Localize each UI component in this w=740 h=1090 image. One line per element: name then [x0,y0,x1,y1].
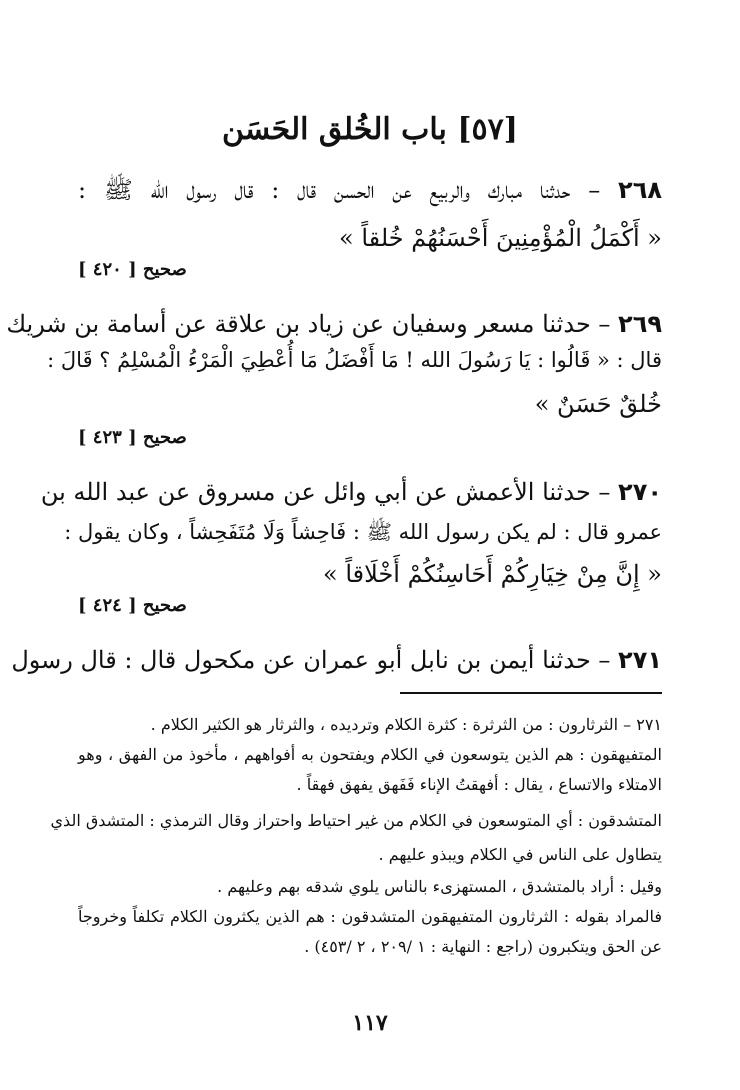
chapter-title: [٥٧] باب الخُلق الحَسَن [222,112,518,147]
hadith-270-line-1 [40,472,662,512]
hadith-number: ٢٦٩ [618,310,662,338]
hadith-269-grade: صحيح [ ٤٢٣ ] [78,427,187,448]
footnote-line: ٢٧١ – الثرثارون : من الثرثرة : كثرة الكلام وترديده ، والثرثار هو الكثير الكلام . [150,715,662,734]
hadith-269-line-2: قال : « قَالُوا : يَا رَسُولَ الله ! مَا أَفْضَلُ مَا أُعْطِيَ الْمَرْءُ الْمُسْلِمُ ؟ قَالَ : [47,348,662,372]
hadith-number: ٢٧٠ [618,478,662,506]
hadith-number: ٢٧١ [618,646,662,674]
hadith-268-line-1 [78,170,662,210]
footnote-divider [400,692,662,694]
hadith-270-grade: صحيح [ ٤٢٤ ] [78,595,187,616]
hadith-text: – حدثنا مسعر وسفيان عن زياد بن علاقة عن أسامة بن شريك [6,310,611,338]
hadith-text: – حدثنا مبارك والربيع عن الحسن قال : قال رسول الله ﷺ : [78,176,601,204]
hadith-number: ٢٦٨ [618,176,662,204]
hadith-269-line-3: خُلقٌ حَسَنٌ » [534,390,662,418]
footnote-line: المتفيهقون : هم الذين يتوسعون في الكلام ويفتحون به أفواههم ، مأخوذ من الفهق ، وهو [78,745,663,764]
footnote-line: المتشدقون : أي المتوسعون في الكلام من غير احتياط واحتراز وقال الترمذي : المتشدق الذي [50,811,662,830]
footnote-line: فالمراد بقوله : الثرثارون المتفيهقون المتشدقون : هم الذين يكثرون الكلام تكلفاً وخروجاً [78,907,662,926]
footnote-line: يتطاول على الناس في الكلام ويبذو عليهم . [378,845,662,864]
hadith-268-line-2: « أَكْمَلُ الْمُؤْمِنِينَ أَحْسَنُهُمْ خُلقاً » [339,224,662,252]
footnote-line: وقيل : أراد بالمتشدق ، المستهزىء بالناس يلوي شدقه بهم وعليهم . [217,877,662,896]
hadith-268-grade: صحيح [ ٤٢٠ ] [78,259,187,280]
hadith-271-line-1 [11,640,662,680]
hadith-270-line-3: « إِنَّ مِنْ خِيَارِكُمْ أَحَاسِنُكُمْ أَخْلَاقاً » [323,560,662,588]
hadith-269-line-1 [6,304,662,344]
page-number: ١١٧ [352,1010,388,1036]
hadith-270-line-2: عمرو قال : لم يكن رسول الله ﷺ : فَاحِشاً وَلَا مُتَفَحِشاً ، وكان يقول : [64,520,662,544]
hadith-text: – حدثنا أيمن بن نابل أبو عمران عن مكحول قال : قال رسول [11,646,611,674]
footnote-line: عن الحق ويتكبرون (راجع : النهاية : ١ /٢٠٩ ، ٢ /٤٥٣) . [304,937,662,956]
footnote-line: الامتلاء والاتساع ، يقال : أفهقتُ الإناء فَفَهق يفهق فهقاً . [296,775,662,794]
hadith-text: – حدثنا الأعمش عن أبي وائل عن مسروق عن عبد الله بن [40,478,611,506]
